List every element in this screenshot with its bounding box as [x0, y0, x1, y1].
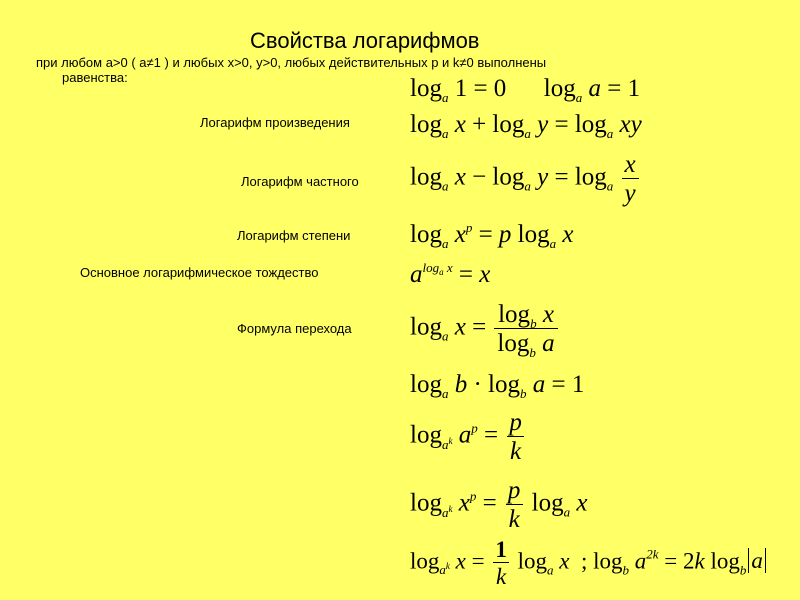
- intro-line-1: при любом a>0 ( a≠1 ) и любых x>0, y>0, любых действительных p и k≠0 выполнены: [36, 55, 547, 70]
- label-quotient: Логарифм частного: [241, 174, 359, 189]
- formula-product: $\log_a x + \log_a y = \log_a$ xy: [410, 111, 642, 141]
- formula-base-power: $\log_{a^k} a^p$ = $\frac{p}{k}$: [410, 410, 527, 464]
- page-title: Свойства логарифмов: [250, 28, 480, 53]
- intro-line-2: равенства:: [62, 70, 128, 85]
- formula-change-base: $\log_a x$ = $\frac{\log_b x}{\log_b a}$: [410, 302, 560, 356]
- label-power: Логарифм степени: [237, 228, 351, 243]
- formula-log-one: $\log_a 1 = 0$ $\log_a a = 1$: [410, 75, 641, 105]
- formula-identity: $a^{log_a x} = x$: [410, 260, 491, 288]
- formula-base-power-x: $\log_{a^k} x^p$ = $\frac{p}{k}$ $\log_a x$: [410, 477, 588, 533]
- formula-reciprocal: $\log_a b \cdot \log_b a = 1$: [410, 371, 585, 401]
- formula-base-k: $\log_{a^k} x$ = $\frac{1}{k}$ $\log_a x$ ; $\log_b a^{2k} = 2k$ $\log_b a$: [410, 538, 766, 588]
- label-change-base: Формула перехода: [237, 321, 352, 336]
- formula-power: $\log_a x^p = p$ $\log_a x$: [410, 220, 574, 251]
- formula-quotient: $\log_a x - \log_a y = \log_a$ $\frac{x}{y}$: [410, 152, 641, 206]
- label-product: Логарифм произведения: [200, 115, 350, 130]
- label-identity: Основное логарифмическое тождество: [80, 265, 319, 280]
